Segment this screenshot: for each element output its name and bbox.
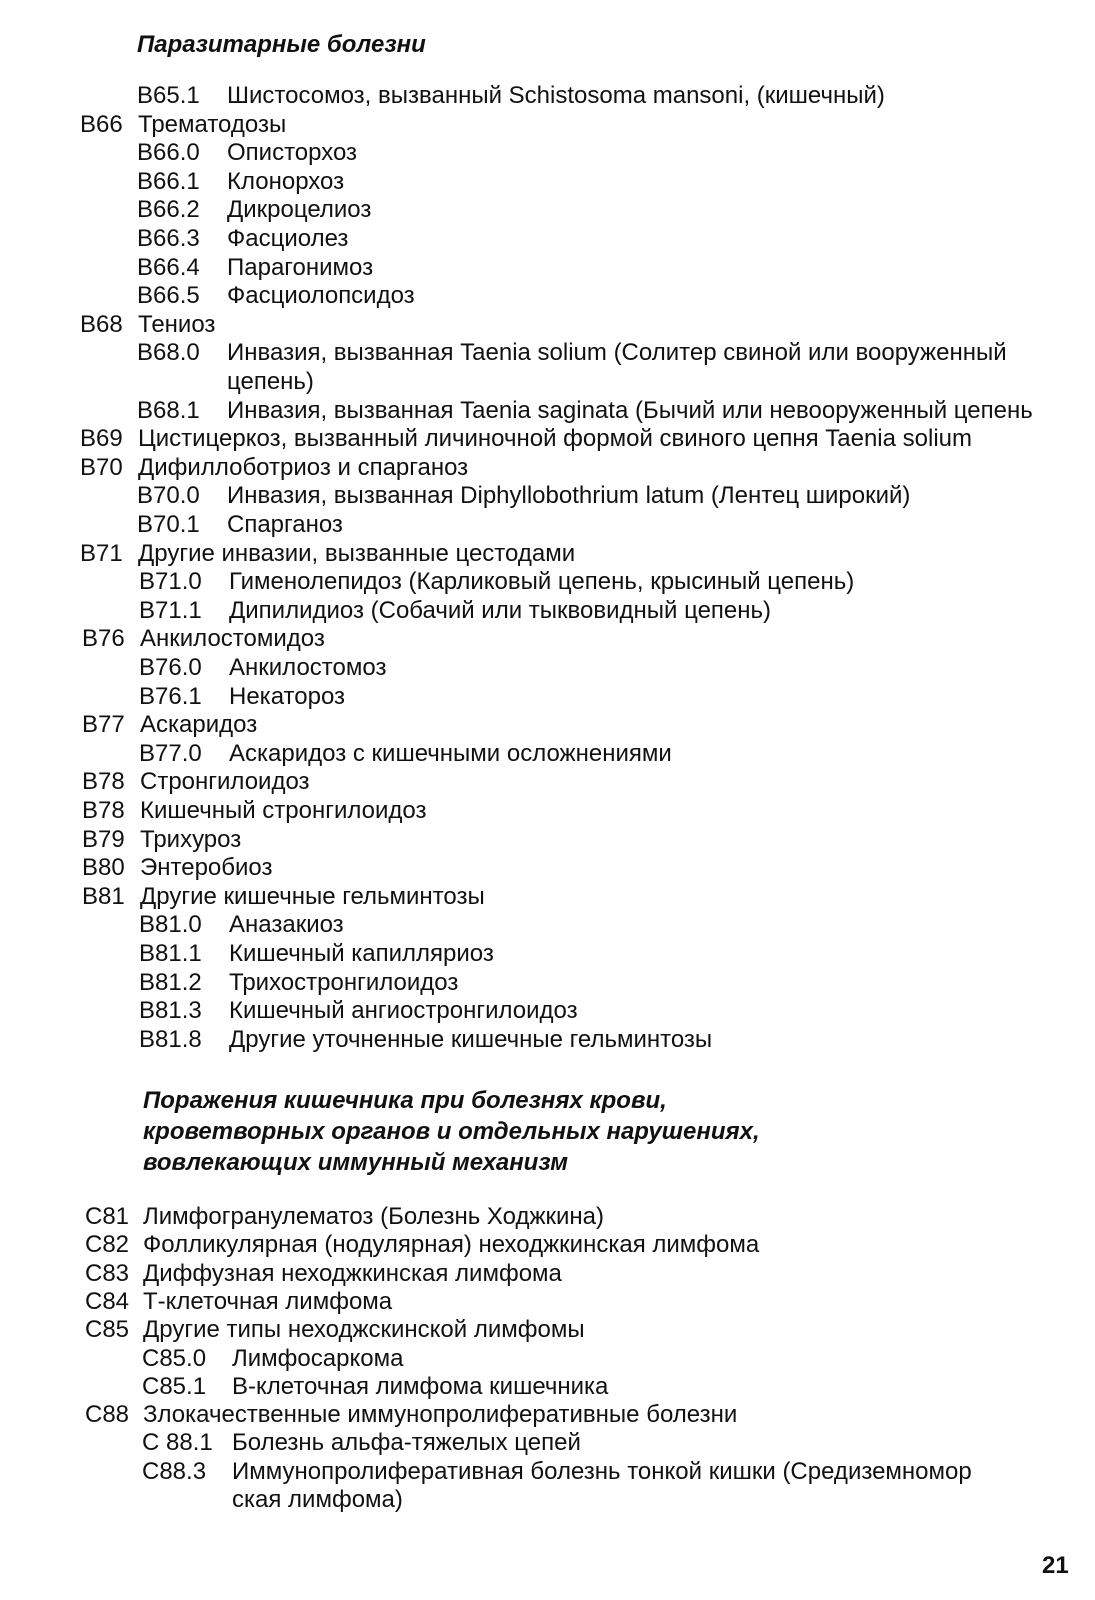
code-entry [0,911,1095,939]
entry-title: Спарганоз [227,511,343,538]
section-heading: Поражения кишечника при болезнях крови, [143,1087,667,1114]
entry-title: Кишечный стронгилоидоз [140,797,427,824]
entry-code: B81.8 [139,1025,202,1053]
code-entry [0,740,1095,768]
entry-title: Описторхоз [227,139,358,167]
entry-title: Дипилидиоз (Собачий или тыквовидный цепень) [229,596,772,624]
entry-code: B69 [80,425,123,453]
entry-title: Другие инвазии, вызванные цестодами [138,539,576,567]
entry-code: B76 [82,625,125,653]
entry-code: B70.0 [137,482,200,510]
entry-code: B78 [82,768,125,796]
entry-title: Другие кишечные гельминтозы [140,882,485,910]
entry-code: B66.5 [137,282,200,310]
entry-code: B78 [82,797,125,824]
entry-title: Кишечный капилляриоз [229,940,494,967]
entry-title: Лимфогранулематоз (Болезнь Ходжкина) [143,1203,605,1230]
entry-title-continuation: ская лимфома) [232,1486,403,1513]
code-entry [0,425,1095,453]
entry-code: B81 [82,882,125,910]
code-entry [0,683,1095,711]
code-entry [0,511,1095,539]
entry-title: Другие типы неходжскинской лимфомы [143,1316,585,1344]
entry-title: Иммунопролиферативная болезнь тонкой кишки (Средиземномор [232,1457,972,1485]
code-entry [0,196,1095,224]
code-entry [0,568,1095,596]
entry-code: B77.0 [139,739,202,767]
entry-code: B76.1 [139,682,202,710]
code-entry [0,625,1095,653]
entry-title: Фасциолез [227,225,349,252]
entry-code: C88.3 [142,1457,207,1485]
code-entry [0,1316,1095,1344]
code-entry [0,1401,1095,1429]
entry-title: В-клеточная лимфома кишечника [232,1372,609,1400]
entry-code: C84 [85,1287,130,1315]
entry-code: B66.2 [137,196,200,224]
entry-code: B71 [80,539,123,567]
entry-title: Инвазия, вызванная Taenia solium (Солитер свиной или вооруженный [227,339,1007,367]
entry-title: Злокачественные иммунопролиферативные болезни [143,1401,738,1429]
entry-title: Дифиллоботриоз и спарганоз [138,453,469,481]
entry-title: Клонорхоз [227,167,345,195]
code-entry [0,654,1095,682]
entry-title: Аскаридоз с кишечными осложнениями [229,739,672,767]
entry-title: Энтеробиоз [140,854,273,882]
code-entry [0,311,1095,339]
entry-code: B79 [82,825,125,853]
code-entry [0,139,1095,167]
entry-code: C85.1 [142,1372,207,1400]
code-entry [0,1288,1095,1316]
entry-code: B70.1 [137,511,200,538]
entry-title: Анкилостомоз [229,654,387,681]
code-entry [0,111,1095,139]
code-entry [0,282,1095,310]
entry-title: Инвазия, вызванная Diphyllobothrium latum (Лентец широкий) [227,482,911,510]
entry-code: B71.1 [139,596,202,624]
entry-code: B68 [80,310,123,338]
entry-title: Фолликулярная (нодулярная) неходжкинская лимфома [143,1231,760,1259]
code-entry [0,1373,1095,1401]
entry-code: B81.3 [139,997,202,1025]
code-entry [0,1429,1095,1457]
entry-title: Фасциолопсидоз [227,282,415,310]
code-entry [0,940,1095,968]
code-entry [0,969,1095,997]
entry-title: Диффузная неходжкинская лимфома [143,1259,562,1287]
code-entry [0,1231,1095,1259]
entry-title: Трематодозы [138,110,287,138]
code-entry [0,1026,1095,1054]
entry-title: Т-клеточная лимфома [143,1287,393,1315]
code-entry [0,826,1095,854]
entry-code: B81.0 [139,911,202,939]
entry-title: Тениоз [138,310,216,338]
code-entry [0,397,1095,425]
entry-code: B80 [82,854,125,882]
code-entry [0,168,1095,196]
code-entry [0,82,1095,110]
code-entry [0,854,1095,882]
code-entry [0,997,1095,1025]
entry-title: Дикроцелиоз [227,196,372,224]
code-entry [0,797,1095,825]
code-entry [0,1458,1095,1486]
entry-code: B71.0 [139,568,202,596]
entry-title: Аскаридоз [140,711,258,739]
entry-title: Болезнь альфа-тяжелых цепей [232,1429,581,1457]
entry-title: Другие уточненные кишечные гельминтозы [229,1025,713,1053]
entry-title: Некатороз [229,682,346,710]
section-heading: вовлекающих иммунный механизм [143,1149,569,1176]
entry-code: C82 [85,1231,130,1259]
section-heading: Паразитарные болезни [137,31,426,58]
entry-code: B66 [80,110,123,138]
entry-title: Лимфосаркома [232,1344,404,1372]
code-entry [0,482,1095,510]
code-entry [0,711,1095,739]
code-entry [0,1345,1095,1373]
entry-title: Трихостронгилоидоз [229,968,459,996]
entry-code: C83 [85,1259,130,1287]
code-entry [0,454,1095,482]
entry-title: Парагонимоз [227,253,374,281]
code-entry [0,225,1095,253]
code-entry [0,339,1095,367]
page-number: 21 [1042,1552,1069,1579]
entry-title: Гименолепидоз (Карликовый цепень, крысиный цепень) [229,568,855,596]
entry-code: B66.1 [137,167,200,195]
entry-code: C85 [85,1316,130,1344]
entry-code: B81.2 [139,968,202,996]
code-entry [0,540,1095,568]
entry-title: Инвазия, вызванная Taenia saginata (Бычий или невооруженный цепень [227,396,1033,424]
entry-code: B77 [82,711,125,739]
entry-code: C85.0 [142,1344,207,1372]
entry-code: B65.1 [137,82,200,109]
entry-title: Аназакиоз [229,911,344,939]
entry-code: B81.1 [139,940,202,967]
entry-code: B66.4 [137,253,200,281]
entry-title: Стронгилоидоз [140,768,310,796]
code-entry [0,768,1095,796]
entry-code: B70 [80,453,123,481]
entry-code: B68.1 [137,396,200,424]
entry-title: Шистосомоз, вызванный Schistosoma mansoni, (кишечный) [227,82,885,109]
entry-code: B68.0 [137,339,200,367]
entry-title: Анкилостомидоз [140,625,325,653]
code-entry [0,1260,1095,1288]
code-entry [0,1203,1095,1231]
code-entry [0,254,1095,282]
entry-code: C 88.1 [142,1429,213,1457]
code-entry [0,883,1095,911]
entry-title: Кишечный ангиостронгилоидоз [229,997,578,1025]
section-heading: кроветворных органов и отдельных нарушениях, [143,1118,760,1145]
entry-title: Трихуроз [140,825,242,853]
entry-code: C81 [85,1203,130,1230]
entry-code: C88 [85,1401,130,1429]
entry-code: B66.0 [137,139,200,167]
code-entry [0,597,1095,625]
entry-code: B76.0 [139,654,202,681]
entry-title: Цистицеркоз, вызванный личиночной формой свиного цепня Taenia solium [138,425,972,453]
entry-title-continuation: цепень) [227,368,314,395]
entry-code: B66.3 [137,225,200,252]
